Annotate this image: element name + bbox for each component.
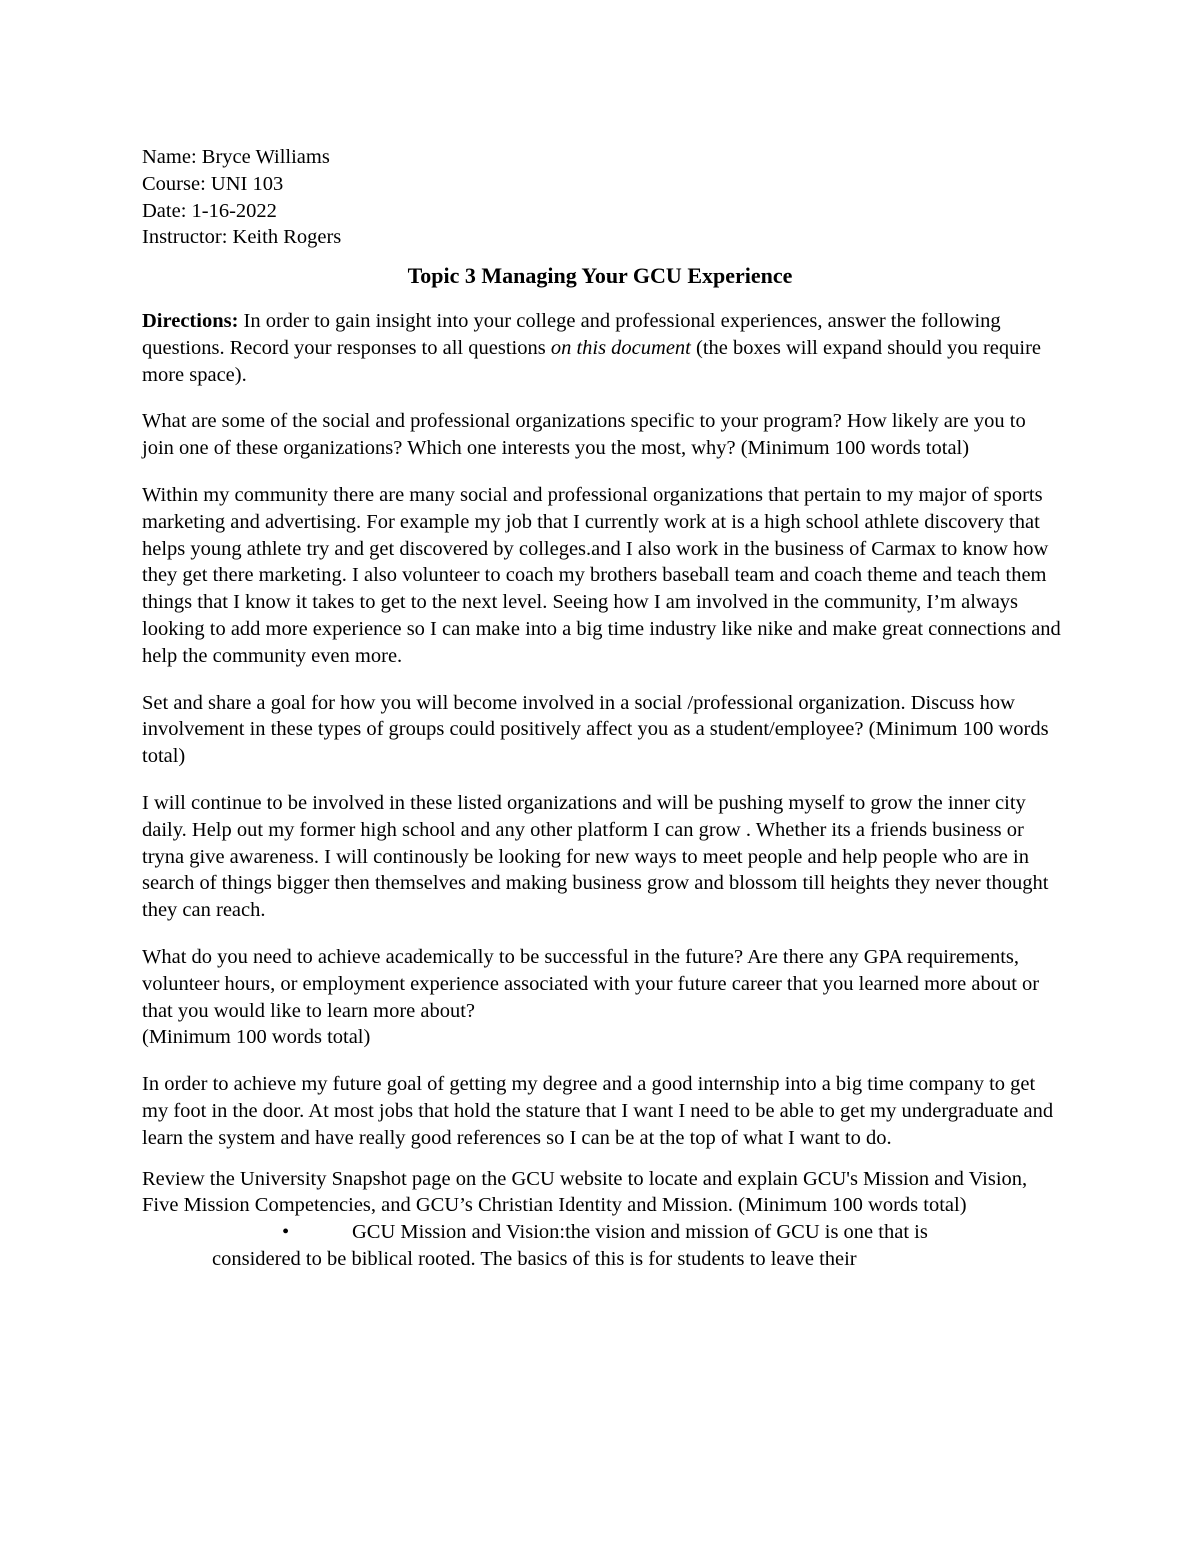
date: Date: 1-16-2022 [142, 199, 277, 222]
course: Course: UNI 103 [142, 172, 284, 195]
document-body [142, 144, 1062, 1273]
question-3-tail: (Minimum 100 words total) [142, 1026, 371, 1049]
document-title: Topic 3 Managing Your GCU Experience [407, 263, 793, 289]
directions-label: Directions: [142, 309, 239, 332]
answer-1: Within my community there are many social and professional organizations that pertain to my major of sports marketing and advertising. For example my job that I currently work at is a high school athlete discovery that helps young athlete try and get discovered by colleges.and I also work in the business of Carmax to know how they get there marketing. I also volunteer to coach my brothers baseball team and coach theme and teach them things that I know it takes to get to the next level. Seeing how I am involved in the community, I’m always looking to add more experience so I can make into a big time industry like nike and make great connections and help the community even more. [142, 483, 1061, 667]
bullet-item [142, 1219, 1062, 1273]
question-3: What do you need to achieve academically to be successful in the future? Are there any GPA requirements, volunteer hours, or employment experience associated with your future career that you learned more about or that you would like to learn more about? [142, 945, 1040, 1022]
question-2: Set and share a goal for how you will become involved in a social /professional organization. Discuss how involvement in these types of groups could positively affect you as a student/employee? (Minimum 100 words total) [142, 691, 1049, 768]
question-1: What are some of the social and professional organizations specific to your program? How likely are you to join one of these organizations? Which one interests you the most, why? (Minimum 100 words total) [142, 410, 1026, 460]
directions-paragraph [142, 308, 1062, 388]
question-4: Review the University Snapshot page on the GCU website to locate and explain GCU's Mission and Vision, Five Mission Competencies, and GCU’s Christian Identity and Mission. (Minimum 100 words total) [142, 1167, 1028, 1217]
instructor: Instructor: Keith Rogers [142, 226, 342, 249]
bullet-line-2: considered to be biblical rooted. The basics of this is for students to leave their [212, 1247, 857, 1270]
student-name: Name: Bryce Williams [142, 146, 330, 168]
directions-emphasis: on this document [550, 336, 691, 359]
student-info-block [142, 144, 1062, 251]
directions-text-before: In order to gain insight into your college and professional experiences, answer the following questions. Record your responses to all questions [142, 309, 1001, 359]
bullet-line-1: GCU Mission and Vision:the vision and mission of GCU is one that is [352, 1221, 928, 1244]
bullet-icon: • [282, 1221, 290, 1244]
answer-2: I will continue to be involved in these listed organizations and will be pushing myself to grow the inner city daily. Help out my former high school and any other platform I can grow . Whether its a friends business or tryna give awareness. I will continously be looking for new ways to meet people and help people who are in search of things bigger then themselves and making business grow and blossom till heights they never thought they can reach. [142, 791, 1049, 922]
directions-text-after: (the boxes will expand should you require more space). [142, 336, 1042, 386]
answer-3: In order to achieve my future goal of getting my degree and a good internship into a big time company to get my foot in the door. At most jobs that hold the stature that I want I need to be able to get my undergraduate and learn the system and have really good references so I can be at the top of what I want to do. [142, 1073, 1054, 1149]
